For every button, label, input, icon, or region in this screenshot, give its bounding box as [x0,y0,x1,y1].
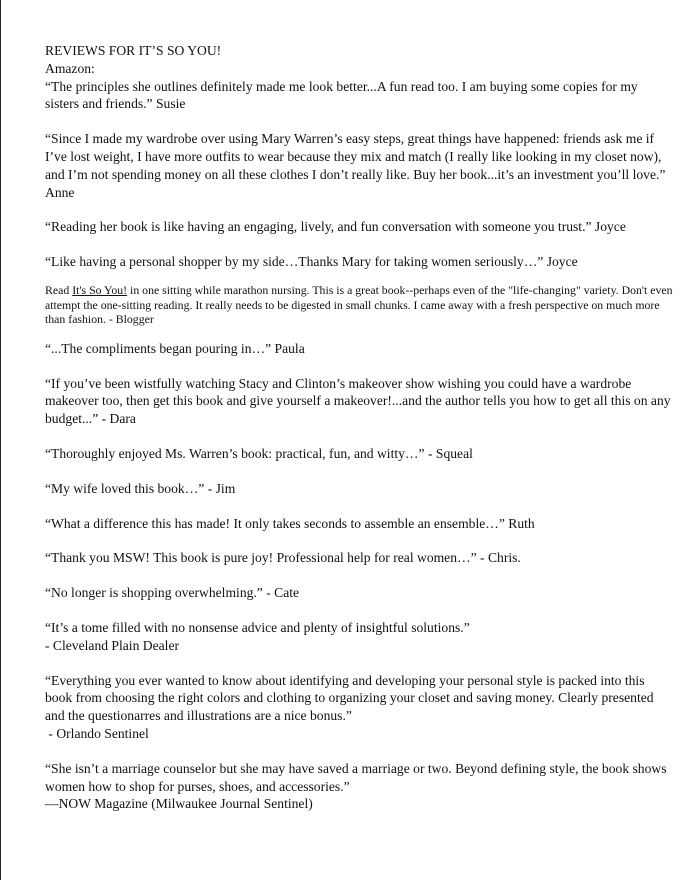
review-blogger-post: in one sitting while marathon nursing. This is a great book--perhaps even of the "life-changing" variety. Don't even attempt the one-sitting reading. It really needs to be digested in small chunks. I came away with a fresh perspective on much more than fashion. - Blogger [45,282,673,327]
review-joyce-1: “Reading her book is like having an engaging, lively, and fun conversation with someone you trust.” Joyce [45,219,626,235]
review-now-magazine-attribution: —NOW Magazine (Milwaukee Journal Sentinel) [45,796,313,812]
review-joyce-2: “Like having a personal shopper by my side…Thanks Mary for taking women seriously…” Joyce [45,254,578,270]
book-title-link[interactable]: It's So You! [72,282,128,297]
review-ruth: “What a difference this has made! It only takes seconds to assemble an ensemble…” Ruth [45,515,535,531]
source-label: Amazon: [45,60,95,76]
document-title: REVIEWS FOR IT’S SO YOU! [45,43,222,58]
review-now-magazine: “She isn’t a marriage counselor but she may have saved a marriage or two. Beyond defining style, the book shows women how to shop for purses, shoes, and accessories.” [45,760,667,794]
review-blogger [45,283,673,327]
review-susie: “The principles she outlines definitely made me look better...A fun read too. I am buying some copies for my sisters and friends.” Susie [45,78,638,112]
review-chris: “Thank you MSW! This book is pure joy! Professional help for real women…” - Chris. [45,550,521,566]
review-squeal: “Thoroughly enjoyed Ms. Warren’s book: practical, fun, and witty…” - Squeal [45,445,473,461]
review-orlando: “Everything you ever wanted to know about identifying and developing your personal style is packed into this book from choosing the right colors and clothing to organizing your closet and saving money. Clearly presented and the questionarres and illustrations are a nice bonus.” [45,672,654,724]
reviews-body [45,42,673,813]
review-cleveland: “It’s a tome filled with no nonsense advice and plenty of insightful solutions.” [45,619,470,635]
review-blogger-pre: Read [45,282,73,297]
review-jim: “My wife loved this book…” - Jim [45,480,236,496]
review-dara: “If you’ve been wistfully watching Stacy and Clinton’s makeover show wishing you could have a wardrobe makeover too, then get this book and give yourself a makeover!...and the author tells you how to get all this on any budget...” - Dara [45,375,671,427]
review-orlando-attribution: - Orlando Sentinel [45,725,149,741]
review-cleveland-attribution: - Cleveland Plain Dealer [45,637,179,653]
review-anne: “Since I made my wardrobe over using Mary Warren’s easy steps, great things have happened: friends ask me if I’ve lost weight, I have more outfits to wear because they mix and match (I really like looking in my closet now), and I’m not spending money on all these clothes I don’t really like. Buy her book...it’s an investment you’ll love.” Anne [45,131,666,200]
review-paula: “...The compliments began pouring in…” Paula [45,340,305,356]
review-cate: “No longer is shopping overwhelming.” - Cate [45,585,300,601]
